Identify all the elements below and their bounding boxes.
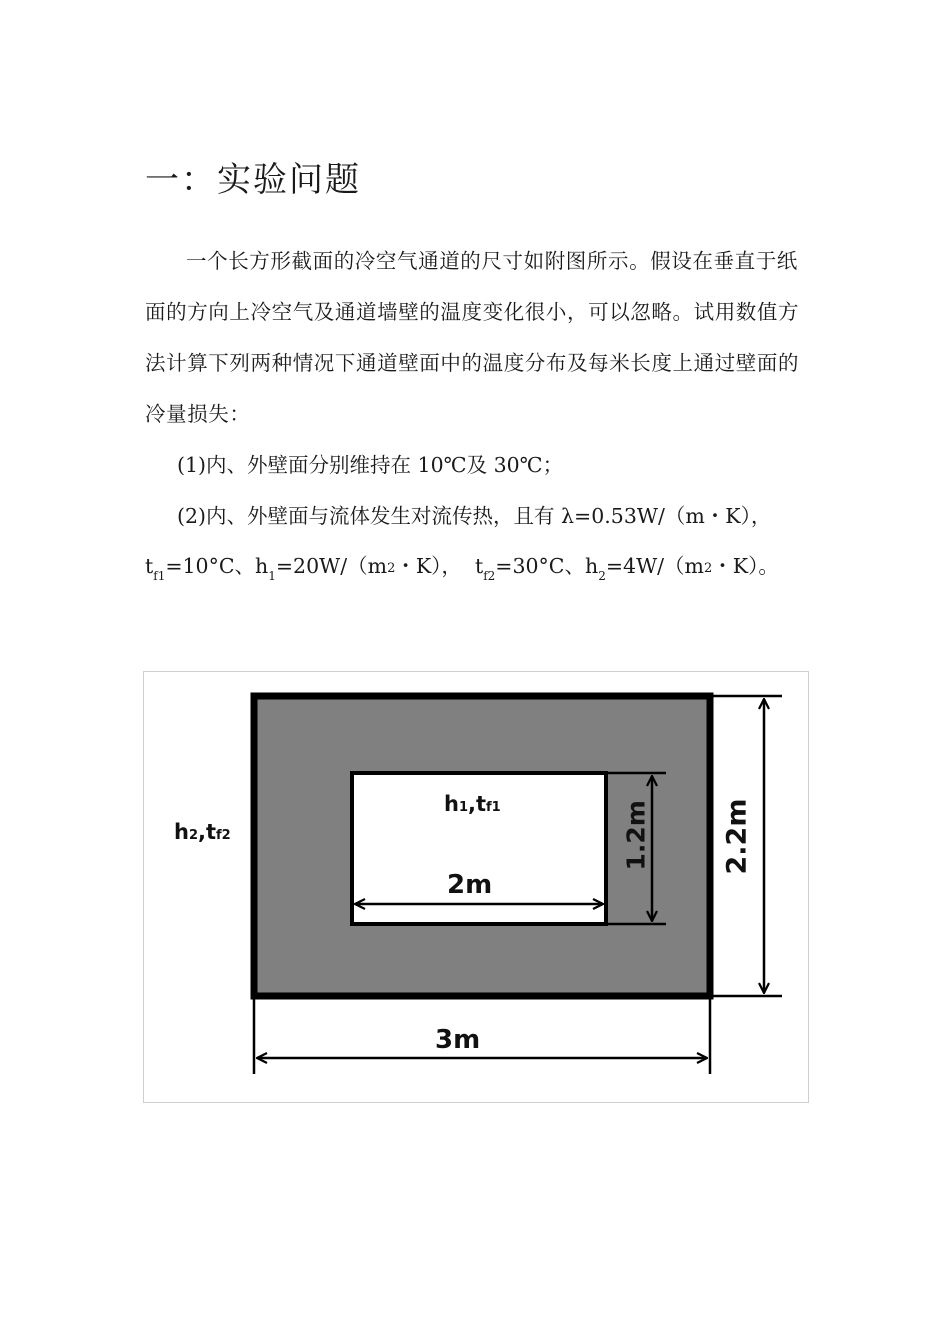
- tf2-symbol: t: [474, 554, 484, 578]
- h2-value: =4W/（m: [605, 554, 704, 578]
- section-heading: 一：实验问题: [145, 160, 361, 200]
- inner-h-subscript: 1: [458, 800, 468, 815]
- inner-height-label: 1.2m: [621, 800, 651, 871]
- h2-subscript: 2: [598, 569, 606, 583]
- tf1-value: =10°C、: [165, 554, 256, 578]
- inner-h-symbol: h: [444, 792, 459, 816]
- h1-value: =20W/（m: [275, 554, 388, 578]
- h2-unit-end: ・K）。: [712, 554, 779, 578]
- inner-t-subscript: f1: [486, 800, 501, 815]
- h1-unit-exponent: 2: [387, 561, 396, 576]
- outer-t-symbol: ,t: [198, 820, 217, 844]
- inner-t-symbol: ,t: [468, 792, 487, 816]
- case-1-text: (1)内、外壁面分别维持在 10℃及 30℃；: [177, 453, 564, 477]
- h1-unit-end: ・K），: [395, 554, 462, 578]
- inner-width-label: 2m: [447, 870, 493, 900]
- outer-h-symbol: h: [174, 820, 189, 844]
- channel-cross-section-figure: [143, 671, 809, 1103]
- outer-height-label: 2.2m: [721, 798, 753, 875]
- h2-unit-exponent: 2: [703, 561, 713, 576]
- outer-convection-label: [174, 820, 231, 844]
- tf1-symbol: t: [145, 554, 154, 578]
- tf2-subscript: f2: [483, 569, 496, 583]
- h1-symbol: h: [255, 554, 269, 578]
- tf2-value: =30°C、: [495, 554, 585, 578]
- problem-text: 一个长方形截面的冷空气通道的尺寸如附图所示。假设在垂直于纸面的方向上冷空气及通道墙壁的温度变化很小，可以忽略。试用数值方法计算下列两种情况下通道壁面中的温度分布及每米长度上通过壁面的冷量损失：: [145, 249, 800, 426]
- outer-t-subscript: f2: [216, 828, 231, 843]
- h1-subscript: 1: [268, 569, 276, 583]
- outer-width-label: 3m: [435, 1025, 481, 1055]
- inner-convection-label: [444, 792, 501, 816]
- problem-paragraph: [145, 236, 811, 440]
- outer-h-subscript: 2: [188, 828, 198, 843]
- h2-symbol: h: [585, 554, 599, 578]
- case-2-text: (2)内、外壁面与流体发生对流传热，且有 λ=0.53W/（m・K），: [177, 504, 772, 528]
- convection-conditions: [145, 549, 779, 583]
- tf1-subscript: f1: [153, 569, 166, 583]
